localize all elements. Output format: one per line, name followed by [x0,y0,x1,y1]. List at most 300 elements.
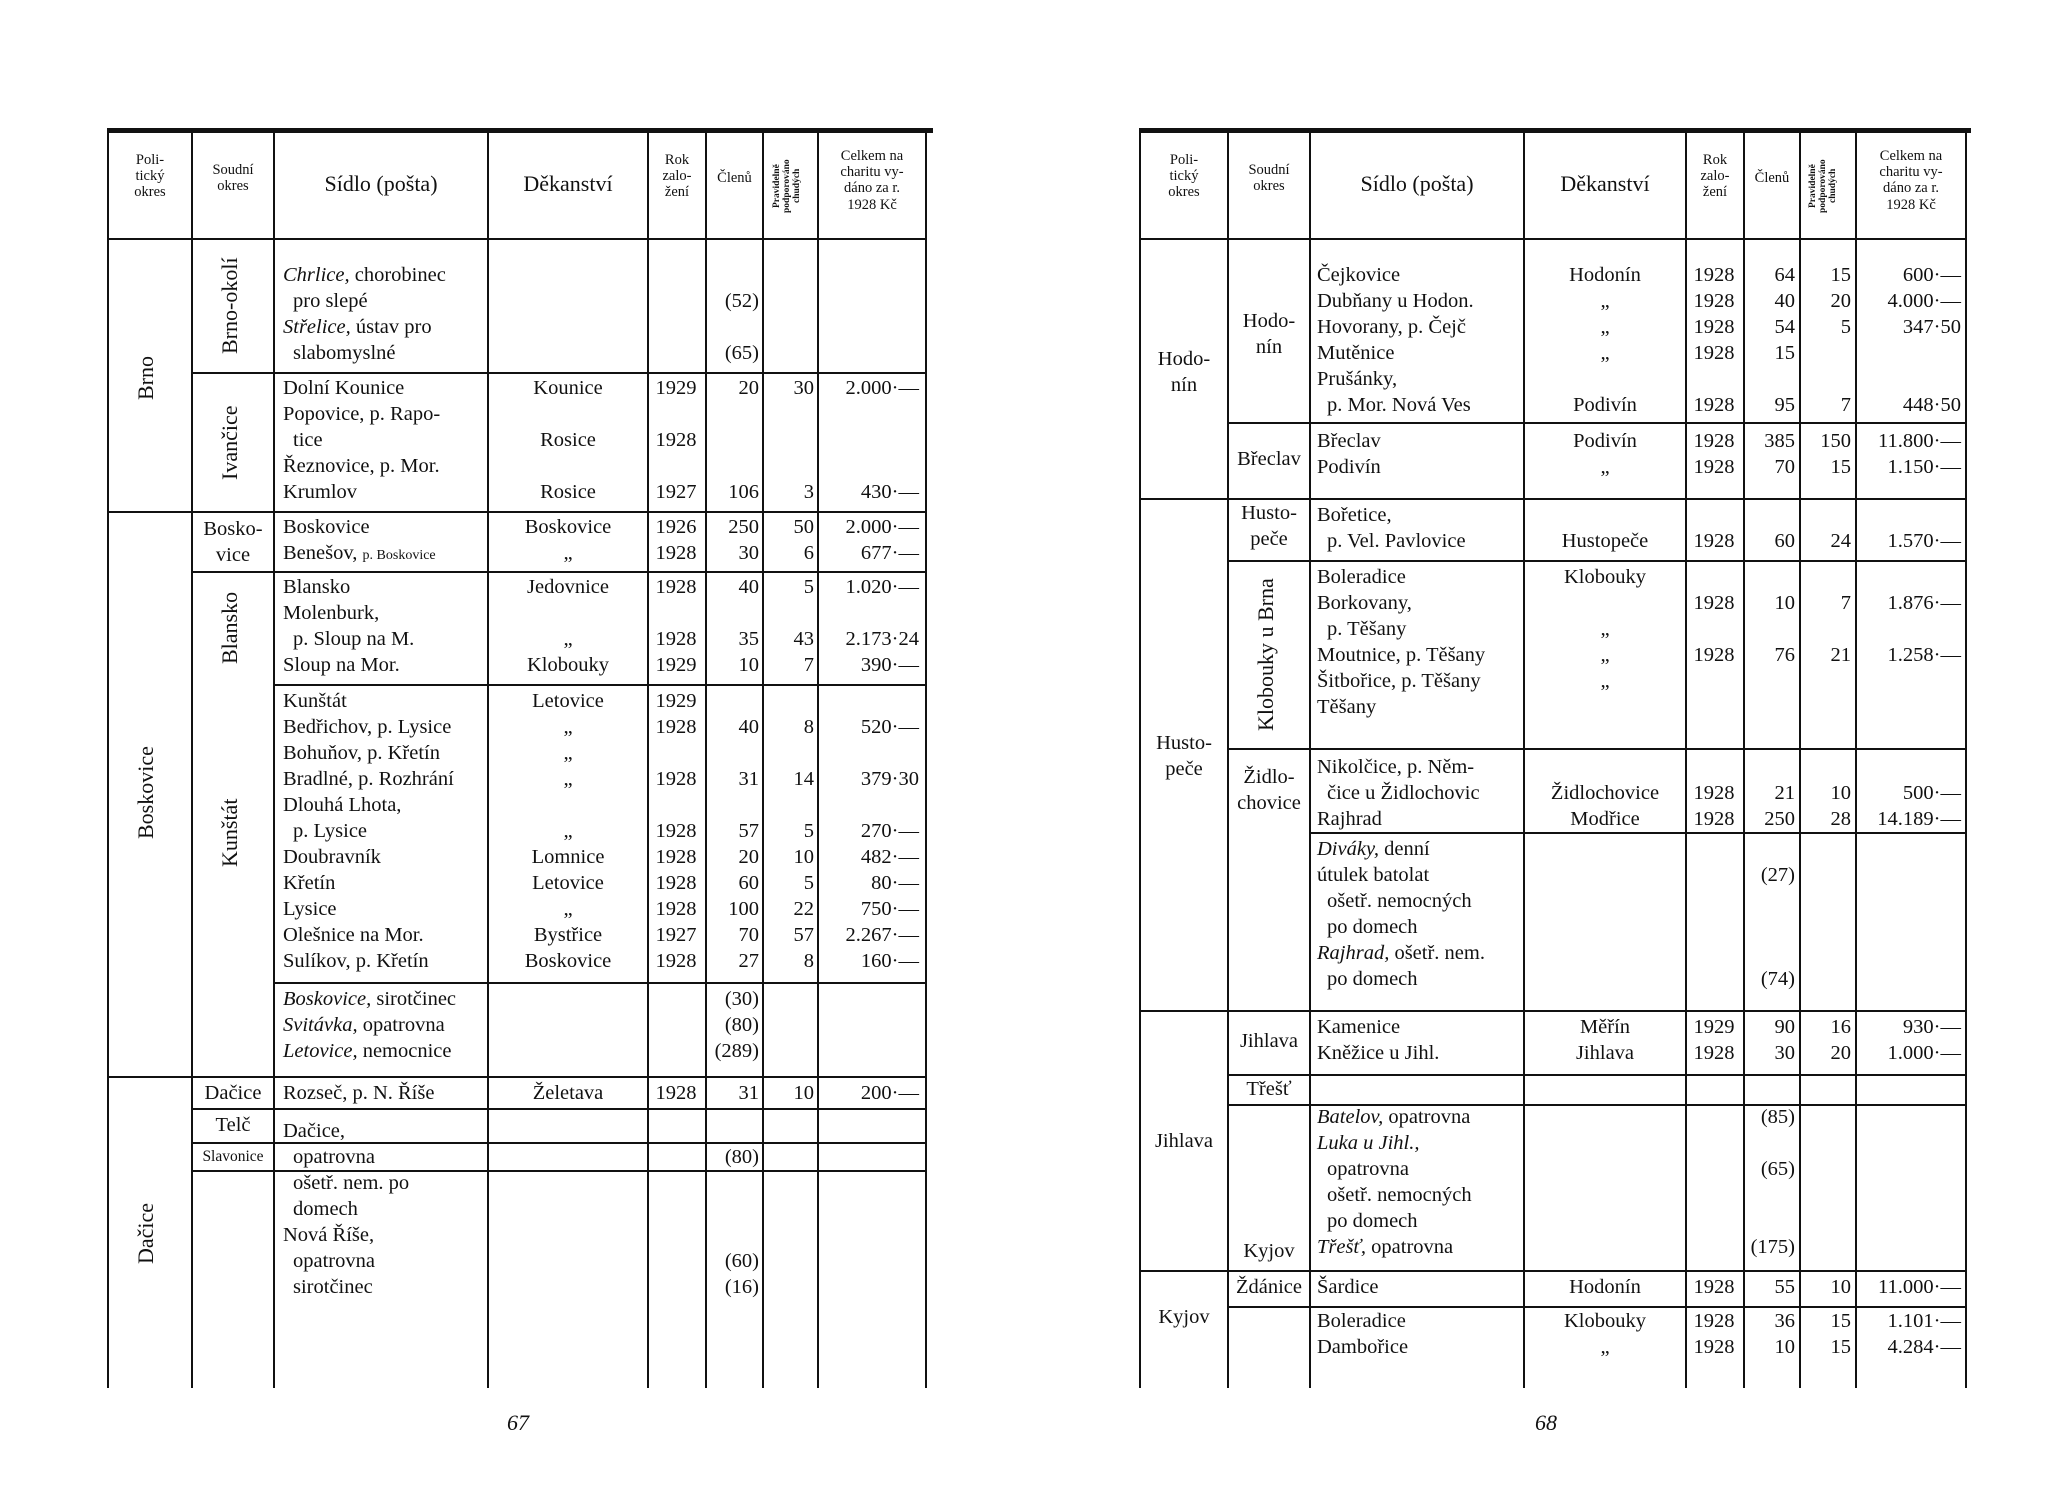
cell-podporovano: 20 [1830,1042,1851,1064]
cell-sidlo: Svitávka, opatrovna [283,1014,445,1036]
column-rule [1309,131,1311,1388]
cell-clenu: 57 [738,820,759,842]
political-district-label: Dačice [133,1202,158,1264]
cell-dekanstvi: „ [563,542,573,564]
cell-clenu: 30 [738,542,759,564]
cell-sidlo: sirotčinec [293,1276,373,1298]
cell-podporovano: 21 [1830,644,1851,666]
cell-podporovano: 5 [803,820,814,842]
cell-dekanstvi: Želetava [532,1082,604,1104]
cell-dekanstvi: „ [563,716,573,738]
judicial-district-label: Břeclav [1237,448,1301,470]
group-rule [107,1076,927,1078]
cell-rok: 1928 [655,576,697,598]
cell-sidlo: Rajhrad, ošetř. nem. [1317,942,1485,964]
cell-celkem: 200·— [860,1082,919,1104]
cell-sidlo: Bohuňov, p. Křetín [283,742,440,764]
cell-sidlo: Dolní Kounice [283,377,405,399]
cell-sidlo: Kněžice u Jihl. [1317,1042,1440,1064]
cell-podporovano: 15 [1830,264,1851,286]
cell-celkem: 1.876·— [1887,592,1961,614]
cell-rok: 1928 [655,768,697,790]
cell-sidlo: domech [293,1198,358,1220]
cell-celkem: 80·— [871,872,919,894]
cell-celkem: 520·— [860,716,919,738]
cell-dekanstvi: Rosice [540,429,596,451]
judicial-district-label: Židlo- chovice [1237,766,1301,814]
header-soudni-okres: Soudní okres [212,162,254,195]
cell-dekanstvi: Modřice [1570,808,1640,830]
cell-rok: 1927 [655,924,697,946]
cell-dekanstvi: Letovice [532,690,604,712]
cell-celkem: 379·30 [860,768,919,790]
cell-celkem: 1.000·— [1887,1042,1961,1064]
cell-rok: 1928 [1693,808,1735,830]
group-rule [191,1108,927,1110]
cell-clenu: 385 [1764,430,1795,452]
cell-rok: 1928 [1693,342,1735,364]
cell-clenu: 10 [738,654,759,676]
header-rule [107,238,927,240]
cell-clenu: 106 [728,481,759,503]
group-rule [1227,560,1967,562]
cell-rok: 1928 [1693,430,1735,452]
cell-celkem: 1.101·— [1887,1310,1961,1332]
cell-podporovano: 15 [1830,1310,1851,1332]
cell-clenu: 40 [738,716,759,738]
cell-sidlo: Prušánky, [1317,368,1398,390]
cell-sidlo: Sulíkov, p. Křetín [283,950,429,972]
cell-dekanstvi: „ [1600,456,1610,478]
cell-sidlo: Dlouhá Lhota, [283,794,402,816]
cell-podporovano: 5 [1840,316,1851,338]
cell-sidlo: Dubňany u Hodon. [1317,290,1474,312]
cell-rok: 1928 [655,429,697,451]
page-number: 67 [507,1410,529,1435]
header-politicky-okres: Poli- tický okres [1168,152,1200,201]
cell-podporovano: 5 [803,576,814,598]
cell-dekanstvi: Klobouky [1564,1310,1646,1332]
cell-rok: 1927 [655,481,697,503]
cell-sidlo: Mutěnice [1317,342,1395,364]
cell-celkem: 14.189·— [1877,808,1961,830]
judicial-district-label: Ždánice [1235,1276,1302,1298]
cell-clenu: 76 [1774,644,1795,666]
cell-sidlo: p. Sloup na M. [293,628,415,650]
cell-dekanstvi: Boskovice [524,950,612,972]
group-rule [1309,832,1967,834]
judicial-district-label: Jihlava [1239,1030,1299,1052]
cell-clenu: 60 [738,872,759,894]
political-district-label: Boskovice [133,746,158,840]
header-rule [1139,238,1967,240]
judicial-district-label: Slavonice [202,1148,264,1165]
header-clenu: Členů [1754,170,1790,186]
cell-dekanstvi: Letovice [532,872,604,894]
cell-sidlo: Dambořice [1317,1336,1409,1358]
cell-podporovano: 28 [1830,808,1851,830]
cell-celkem: 930·— [1902,1016,1961,1038]
cell-celkem: 11.800·— [1878,430,1961,452]
cell-sidlo: ošetř. nemocných [1327,890,1472,912]
cell-clenu: 70 [1774,456,1795,478]
cell-celkem: 160·— [860,950,919,972]
cell-podporovano: 14 [793,768,814,790]
cell-dekanstvi: Podivín [1573,430,1637,452]
group-rule [1227,748,1967,750]
header-celkem: Celkem na charitu vy- dáno za r. 1928 Kč [1879,148,1943,213]
cell-clenu: 250 [1764,808,1795,830]
cell-podporovano: 15 [1830,1336,1851,1358]
cell-podporovano: 7 [803,654,814,676]
cell-rok: 1928 [1693,316,1735,338]
cell-dekanstvi: Jihlava [1575,1042,1635,1064]
cell-clenu: 64 [1774,264,1795,286]
cell-rok: 1928 [1693,644,1735,666]
cell-sidlo: Borkovany, [1317,592,1412,614]
cell-clenu: (27) [1760,864,1795,886]
cell-celkem: 2.267·— [845,924,919,946]
cell-podporovano: 20 [1830,290,1851,312]
cell-sidlo: Luka u Jihl., [1317,1132,1420,1154]
cell-rok: 1928 [655,1082,697,1104]
cell-dekanstvi: „ [563,898,573,920]
group-rule [1139,1010,1967,1012]
cell-podporovano: 10 [1830,1276,1851,1298]
cell-clenu: (289) [714,1040,759,1062]
cell-clenu: (65) [724,342,759,364]
cell-celkem: 500·— [1902,782,1961,804]
cell-celkem: 390·— [860,654,919,676]
cell-sidlo: pro slepé [293,290,368,312]
judicial-district-label: Klobouky u Brna [1253,578,1278,732]
cell-clenu: 36 [1774,1310,1795,1332]
cell-celkem: 448·50 [1902,394,1961,416]
cell-clenu: 10 [1774,592,1795,614]
header-sidlo: Sídlo (pošta) [1360,171,1474,196]
judicial-district-label: Blansko [217,591,242,665]
cell-clenu: (74) [1760,968,1795,990]
cell-clenu: 30 [1774,1042,1795,1064]
cell-rok: 1928 [1693,1310,1735,1332]
judicial-district-label: Husto- peče [1241,502,1297,550]
cell-dekanstvi: Jedovnice [527,576,609,598]
cell-celkem: 1.020·— [845,576,919,598]
cell-rok: 1929 [655,654,697,676]
cell-celkem: 4.000·— [1887,290,1961,312]
judicial-district-label: Ivančice [217,405,242,481]
column-rule [925,131,927,1388]
cell-dekanstvi: „ [1600,342,1610,364]
judicial-district-label: Kyjov [1243,1240,1295,1262]
cell-sidlo: Molenburk, [283,602,380,624]
cell-dekanstvi: Kounice [533,377,603,399]
cell-sidlo: Diváky, denní [1317,838,1430,860]
group-rule [1139,1270,1967,1272]
cell-celkem: 677·— [860,542,919,564]
cell-dekanstvi: Hustopeče [1561,530,1649,552]
cell-sidlo: opatrovna [1327,1158,1409,1180]
column-rule [762,131,764,1388]
cell-sidlo: Bořetice, [1317,504,1392,526]
header-celkem: Celkem na charitu vy- dáno za r. 1928 Kč [840,148,904,213]
cell-clenu: 95 [1774,394,1795,416]
cell-celkem: 4.284·— [1887,1336,1961,1358]
cell-sidlo: Kamenice [1317,1016,1401,1038]
header-podporovano: Pravidelně podporováno chudých [1808,159,1838,213]
group-rule [191,372,927,374]
political-district-label: Hodo- nín [1157,348,1211,396]
cell-rok: 1928 [1693,1042,1735,1064]
header-dekanstvi: Děkanství [1560,171,1650,196]
cell-podporovano: 10 [1830,782,1851,804]
cell-podporovano: 10 [793,1082,814,1104]
cell-sidlo: Boskovice, sirotčinec [283,988,457,1010]
cell-sidlo: Nová Říše, [283,1224,375,1246]
cell-clenu: (60) [724,1250,759,1272]
cell-rok: 1928 [655,872,697,894]
group-rule [1227,422,1967,424]
header-sidlo: Sídlo (pošta) [324,171,438,196]
cell-sidlo: Blansko [283,576,351,598]
cell-clenu: 20 [738,846,759,868]
cell-sidlo: Kunštát [283,690,347,712]
cell-clenu: 35 [738,628,759,650]
cell-podporovano: 8 [803,950,814,972]
cell-dekanstvi: „ [1600,618,1610,640]
judicial-district-label: Telč [215,1114,251,1136]
cell-sidlo: Olešnice na Mor. [283,924,424,946]
cell-sidlo: Střelice, ústav pro [283,316,432,338]
cell-celkem: 430·— [860,481,919,503]
cell-clenu: 40 [1774,290,1795,312]
cell-sidlo: Podivín [1317,456,1381,478]
cell-sidlo: po domech [1327,916,1418,938]
cell-celkem: 11.000·— [1878,1276,1961,1298]
cell-clenu: (80) [724,1146,759,1168]
cell-podporovano: 7 [1840,394,1851,416]
cell-sidlo: Šitbořice, p. Těšany [1317,670,1481,692]
cell-dekanstvi: „ [1600,290,1610,312]
cell-sidlo: p. Mor. Nová Ves [1327,394,1471,416]
header-podporovano: Pravidelně podporováno chudých [772,159,802,213]
cell-sidlo: slabomyslné [293,342,396,364]
cell-clenu: (16) [724,1276,759,1298]
cell-clenu: 31 [738,768,759,790]
cell-clenu: 27 [738,950,759,972]
cell-podporovano: 57 [793,924,814,946]
political-district-label: Kyjov [1158,1306,1210,1328]
cell-clenu: 90 [1774,1016,1795,1038]
cell-sidlo: po domech [1327,968,1418,990]
cell-clenu: 60 [1774,530,1795,552]
cell-sidlo: Těšany [1317,696,1377,718]
cell-dekanstvi: „ [563,628,573,650]
cell-sidlo: Batelov, opatrovna [1317,1106,1471,1128]
judicial-district-label: Kunštát [217,798,242,868]
header-politicky-okres: Poli- tický okres [134,152,166,201]
cell-sidlo: Chrlice, chorobinec [283,264,446,286]
cell-celkem: 600·— [1902,264,1961,286]
cell-clenu: 40 [738,576,759,598]
cell-sidlo: Popovice, p. Rapo- [283,403,441,425]
cell-sidlo: Břeclav [1317,430,1381,452]
cell-celkem: 750·— [860,898,919,920]
cell-dekanstvi: Hodonín [1569,264,1641,286]
cell-rok: 1928 [1693,456,1735,478]
cell-dekanstvi: „ [563,742,573,764]
group-rule [273,982,927,984]
group-rule [191,571,927,573]
cell-rok: 1928 [1693,1336,1735,1358]
cell-clenu: 54 [1774,316,1795,338]
cell-clenu: (65) [1760,1158,1795,1180]
cell-dekanstvi: „ [1600,644,1610,666]
cell-sidlo: Boleradice [1317,566,1406,588]
cell-celkem: 1.570·— [1887,530,1961,552]
cell-podporovano: 150 [1820,430,1851,452]
right-page [1139,128,1971,1435]
cell-dekanstvi: Bystřice [533,924,603,946]
cell-podporovano: 8 [803,716,814,738]
cell-sidlo: opatrovna [293,1146,375,1168]
cell-sidlo: Boleradice [1317,1310,1406,1332]
cell-sidlo: Řeznovice, p. Mor. [283,455,440,477]
cell-clenu: 21 [1774,782,1795,804]
cell-podporovano: 24 [1830,530,1851,552]
cell-celkem: 270·— [860,820,919,842]
cell-rok: 1928 [1693,782,1735,804]
cell-dekanstvi: „ [1600,670,1610,692]
judicial-district-label: Dačice [204,1082,262,1104]
cell-podporovano: 6 [803,542,814,564]
cell-rok: 1929 [655,690,697,712]
cell-sidlo: ošetř. nemocných [1327,1184,1472,1206]
cell-sidlo: p. Vel. Pavlovice [1327,530,1466,552]
cell-podporovano: 5 [803,872,814,894]
cell-sidlo: opatrovna [293,1250,375,1272]
cell-sidlo: Lysice [283,898,337,920]
cell-podporovano: 10 [793,846,814,868]
cell-dekanstvi: „ [563,820,573,842]
cell-clenu: 55 [1774,1276,1795,1298]
cell-sidlo: Křetín [283,872,336,894]
cell-sidlo: Dačice, [283,1120,346,1142]
cell-clenu: 15 [1774,342,1795,364]
cell-clenu: 20 [738,377,759,399]
header-rok: Rok zalo- žení [1700,152,1730,201]
judicial-district-label: Hodo- nín [1242,310,1296,358]
political-district-label: Jihlava [1154,1130,1214,1152]
cell-celkem: 347·50 [1902,316,1961,338]
cell-clenu: (80) [724,1014,759,1036]
header-clenu: Členů [717,170,752,186]
cell-sidlo: Čejkovice [1317,264,1401,286]
cell-sidlo: čice u Židlochovic [1327,782,1480,804]
cell-dekanstvi: Podivín [1573,394,1637,416]
cell-sidlo: Hovorany, p. Čejč [1317,316,1466,338]
cell-sidlo: Šardice [1317,1276,1379,1298]
column-rule [191,131,193,1388]
cell-rok: 1928 [655,628,697,650]
cell-dekanstvi: Klobouky [527,654,609,676]
cell-clenu: 100 [728,898,759,920]
cell-clenu: 10 [1774,1336,1795,1358]
cell-celkem: 2.000·— [845,516,919,538]
group-rule [273,684,927,686]
cell-sidlo: p. Těšany [1327,618,1407,640]
cell-rok: 1928 [1693,1276,1735,1298]
judicial-district-label: Brno-okolí [217,257,242,355]
column-rule [705,131,707,1388]
left-page [107,128,933,1435]
header-dekanstvi: Děkanství [523,171,613,196]
cell-dekanstvi: Lomnice [531,846,605,868]
cell-podporovano: 15 [1830,456,1851,478]
cell-rok: 1928 [655,820,697,842]
cell-rok: 1928 [655,716,697,738]
header-rok: Rok zalo- žení [662,152,692,201]
judicial-district-label: Bosko- vice [203,518,263,566]
cell-clenu: (52) [724,290,759,312]
table-top-rule [1139,128,1971,133]
table-top-rule [107,128,933,133]
cell-rok: 1928 [655,542,697,564]
cell-sidlo: Krumlov [283,481,358,503]
cell-celkem: 1.258·— [1887,644,1961,666]
cell-podporovano: 16 [1830,1016,1851,1038]
column-rule [817,131,819,1388]
cell-rok: 1928 [655,846,697,868]
cell-dekanstvi: Klobouky [1564,566,1646,588]
cell-dekanstvi: Hodonín [1569,1276,1641,1298]
column-rule [647,131,649,1388]
cell-celkem: 482·— [860,846,919,868]
cell-clenu: 31 [738,1082,759,1104]
cell-dekanstvi: „ [563,768,573,790]
cell-sidlo: tice [293,429,323,451]
cell-rok: 1928 [655,898,697,920]
cell-clenu: (175) [1750,1236,1795,1258]
political-district-label: Brno [133,356,158,400]
cell-celkem: 2.000·— [845,377,919,399]
cell-podporovano: 50 [793,516,814,538]
cell-celkem: 1.150·— [1887,456,1961,478]
cell-clenu: (85) [1760,1106,1795,1128]
cell-podporovano: 7 [1840,592,1851,614]
cell-rok: 1928 [1693,530,1735,552]
cell-sidlo: Bradlné, p. Rozhrání [283,768,454,790]
cell-dekanstvi: Židlochovice [1550,782,1660,804]
cell-podporovano: 22 [793,898,814,920]
cell-podporovano: 30 [793,377,814,399]
cell-rok: 1928 [655,950,697,972]
cell-celkem: 2.173·24 [845,628,919,650]
cell-sidlo: Doubravník [283,846,381,868]
group-rule [1227,1074,1967,1076]
cell-sidlo: Sloup na Mor. [283,654,400,676]
cell-sidlo: Boskovice [283,516,370,538]
cell-sidlo: Moutnice, p. Těšany [1317,644,1486,666]
cell-sidlo: Bedřichov, p. Lysice [283,716,452,738]
cell-sidlo: Třešť, opatrovna [1317,1236,1454,1258]
cell-clenu: (30) [724,988,759,1010]
political-district-label: Husto- peče [1156,732,1212,780]
cell-sidlo: Rozseč, p. N. Říše [283,1082,435,1104]
cell-sidlo: p. Lysice [293,820,368,842]
cell-dekanstvi: „ [1600,1336,1610,1358]
cell-sidlo: Letovice, nemocnice [283,1040,452,1062]
